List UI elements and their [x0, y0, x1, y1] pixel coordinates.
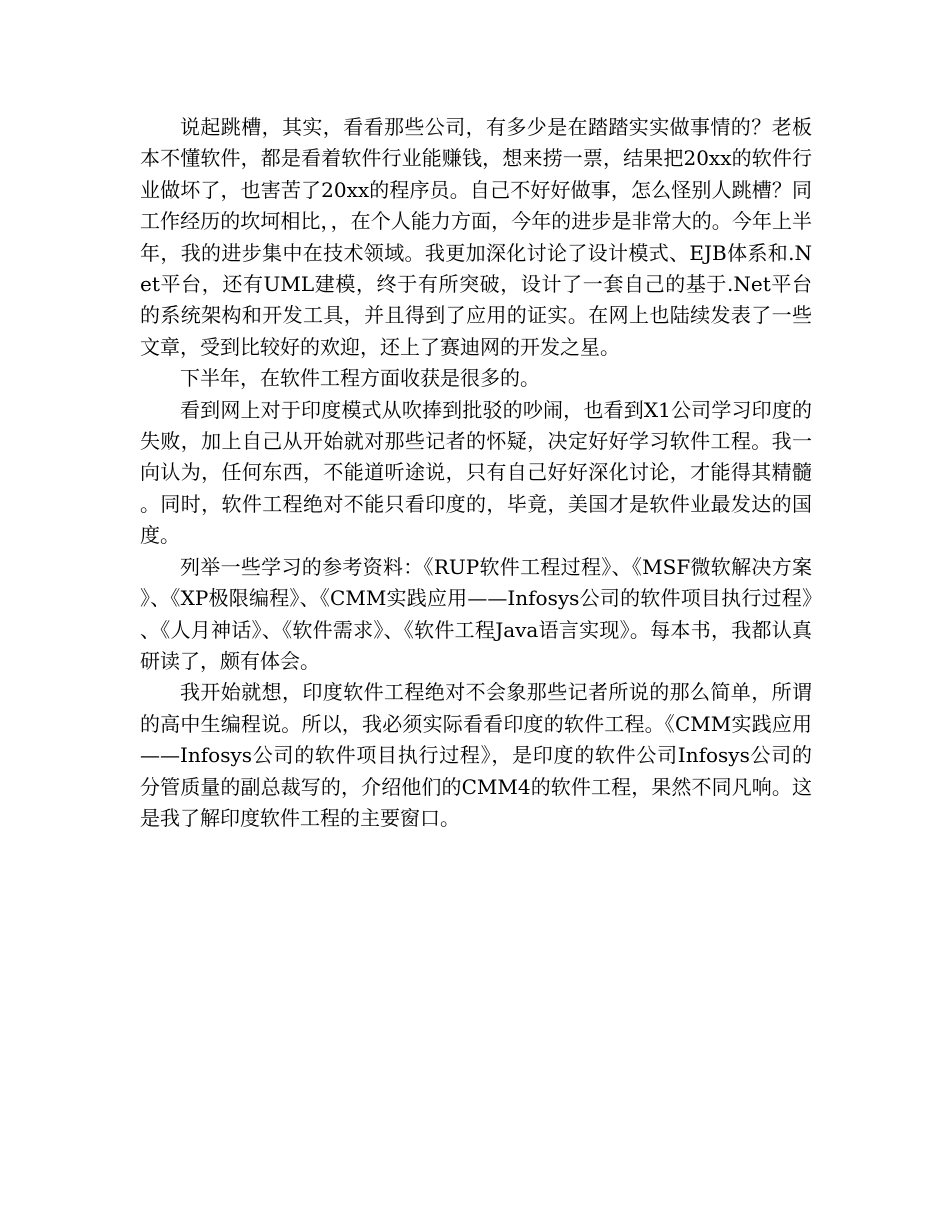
- paragraph-india-model: 看到网上对于印度模式从吹捧到批驳的吵闹，也看到X1公司学习印度的失败，加上自己从开始就对那些记者的怀疑，决定好好学习软件工程。我一向认为，任何东西，不能道听途说，只有自己好好深化讨论，才能得其精髓。同时，软件工程绝对不能只看印度的，毕竟，美国才是软件业最发达的国度。: [140, 397, 812, 548]
- paragraph-india-software-engineering: 我开始就想，印度软件工程绝对不会象那些记者所说的那么简单，所谓的高中生编程说。所以，我必须实际看看印度的软件工程。《CMM实践应用——Infosys公司的软件项目执行过程》，是印度的软件公司Infosys公司的分管质量的副总裁写的，介绍他们的CMM4的软件工程，果然不同凡响。这是我了解印度软件工程的主要窗口。: [140, 680, 812, 830]
- paragraph-reference-books: 列举一些学习的参考资料：《RUP软件工程过程》、《MSF微软解决方案》、《XP极限编程》、《CMM实践应用——Infosys公司的软件项目执行过程》、《人月神话》、《软件需求》、《软件工程Java语言实现》。每本书，我都认真研读了，颇有体会。: [140, 554, 812, 673]
- document-body: [140, 112, 812, 834]
- paragraph-job-hopping: 说起跳槽，其实，看看那些公司，有多少是在踏踏实实做事情的？老板本不懂软件，都是看着软件行业能赚钱，想来捞一票，结果把20xx的软件行业做坏了，也害苦了20xx的程序员。自己不好好做事，怎么怪别人跳槽？同工作经历的坎坷相比，，在个人能力方面，今年的进步是非常大的。今年上半年，我的进步集中在技术领域。我更加深化讨论了设计模式、EJB体系和.Net平台，还有UML建模，终于有所突破，设计了一套自己的基于.Net平台的系统架构和开发工具，并且得到了应用的证实。在网上也陆续发表了一些文章，受到比较好的欢迎，还上了赛迪网的开发之星。: [140, 115, 812, 359]
- paragraph-second-half-year: 下半年，在软件工程方面收获是很多的。: [180, 366, 540, 391]
